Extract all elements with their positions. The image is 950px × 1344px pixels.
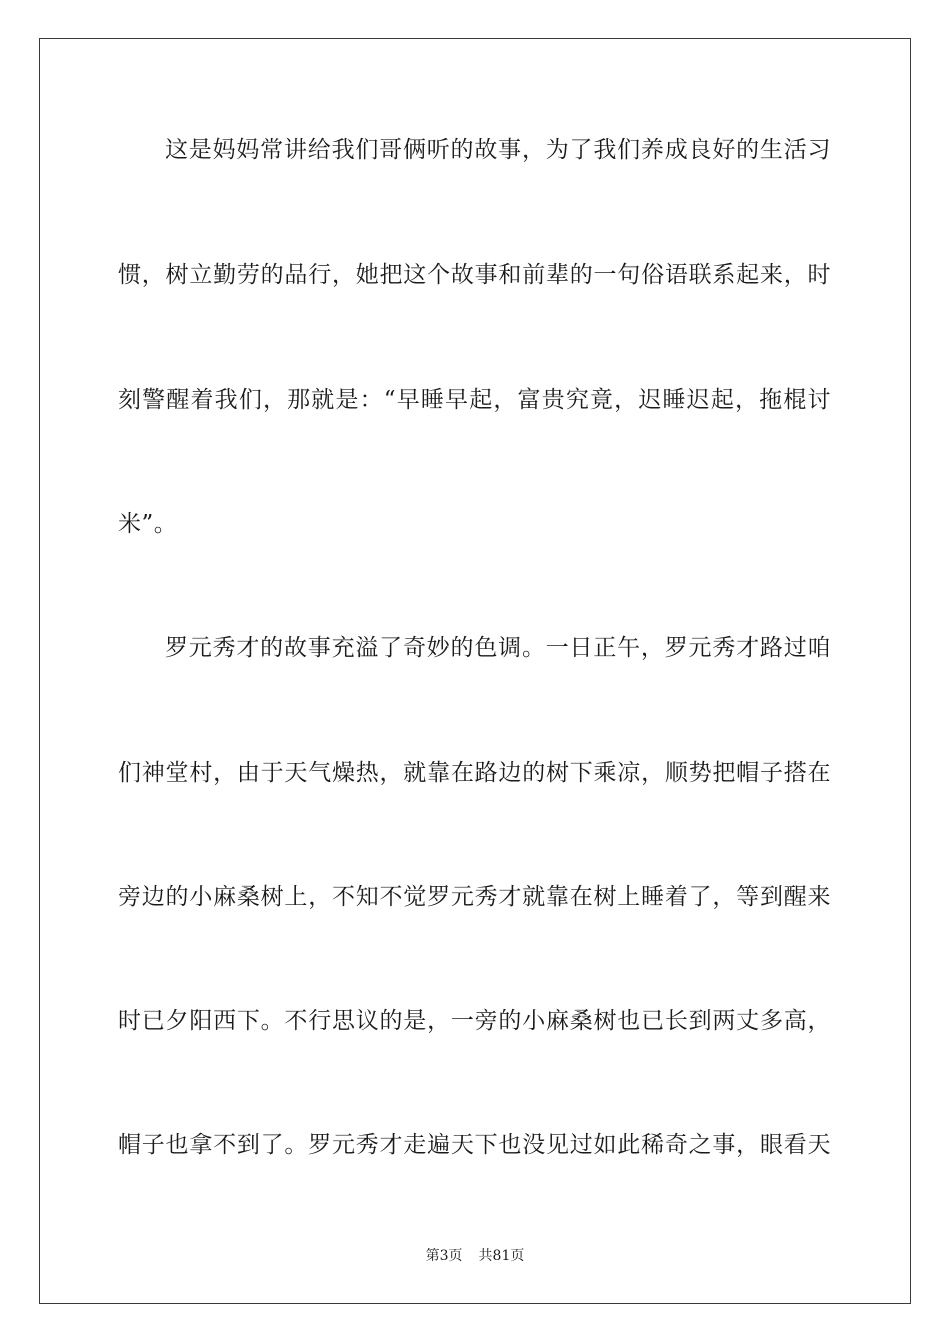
paragraph-2-line-3: 旁边的小麻桑树上，不知不觉罗元秀才就靠在树上睡着了，等到醒来 [118, 884, 831, 910]
paragraph-2-line-5: 帽子也拿不到了。罗元秀才走遍天下也没见过如此稀奇之事，眼看天 [118, 1132, 831, 1158]
paragraph-2-line-1: 罗元秀才的故事充溢了奇妙的色调。一日正午，罗元秀才路过咱 [165, 635, 831, 661]
paragraph-2-line-2: 们神堂村，由于天气燥热，就靠在路边的树下乘凉，顺势把帽子搭在 [118, 760, 831, 786]
total-pages: 共81页 [478, 1248, 525, 1264]
paragraph-1-line-2: 惯，树立勤劳的品行，她把这个故事和前辈的一句俗语联系起来，时 [118, 262, 831, 288]
paragraph-1-line-3: 刻警醒着我们，那就是：“早睡早起，富贵究竟，迟睡迟起，拖棍讨 [118, 387, 831, 413]
page-border [39, 38, 911, 1304]
paragraph-1-line-1: 这是妈妈常讲给我们哥俩听的故事，为了我们养成良好的生活习 [165, 137, 831, 163]
page-number: 第3页 [425, 1248, 463, 1264]
page-footer [0, 1247, 950, 1265]
paragraph-1-line-4: 米”。 [118, 511, 178, 537]
paragraph-2-line-4: 时已夕阳西下。不行思议的是，一旁的小麻桑树也已长到两丈多高， [118, 1008, 831, 1034]
